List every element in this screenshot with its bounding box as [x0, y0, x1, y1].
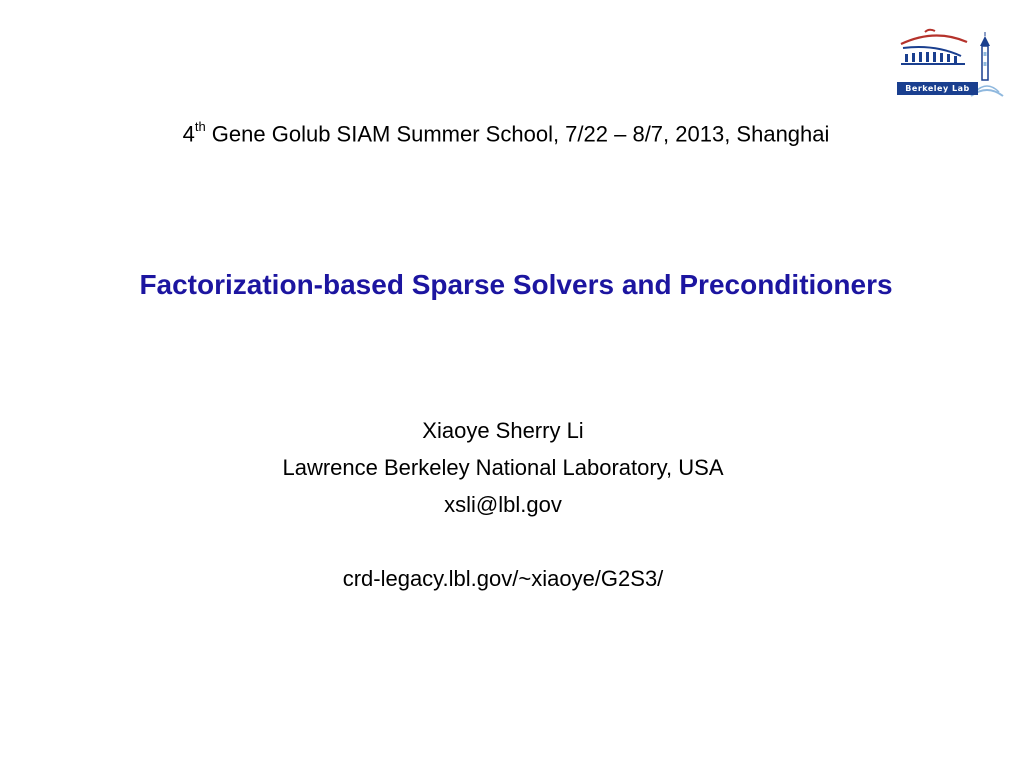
- author-block: [0, 412, 1006, 597]
- author-affiliation: Lawrence Berkeley National Laboratory, USA: [282, 455, 724, 480]
- author-email: xsli@lbl.gov: [444, 492, 562, 517]
- conference-ordinal-suffix: th: [194, 119, 206, 134]
- conference-ordinal-number: 4: [182, 121, 195, 147]
- spacer: [0, 523, 1006, 560]
- logo-text: Berkeley Lab: [897, 82, 978, 95]
- slide-title: Factorization-based Sparse Solvers and Preconditioners: [139, 269, 893, 300]
- conference-line: [0, 114, 1012, 149]
- conference-details: Gene Golub SIAM Summer School, 7/22 – 8/7, 2013, Shanghai: [205, 121, 830, 147]
- author-url: crd-legacy.lbl.gov/~xiaoye/G2S3/: [342, 566, 664, 591]
- author-name: Xiaoye Sherry Li: [422, 418, 584, 443]
